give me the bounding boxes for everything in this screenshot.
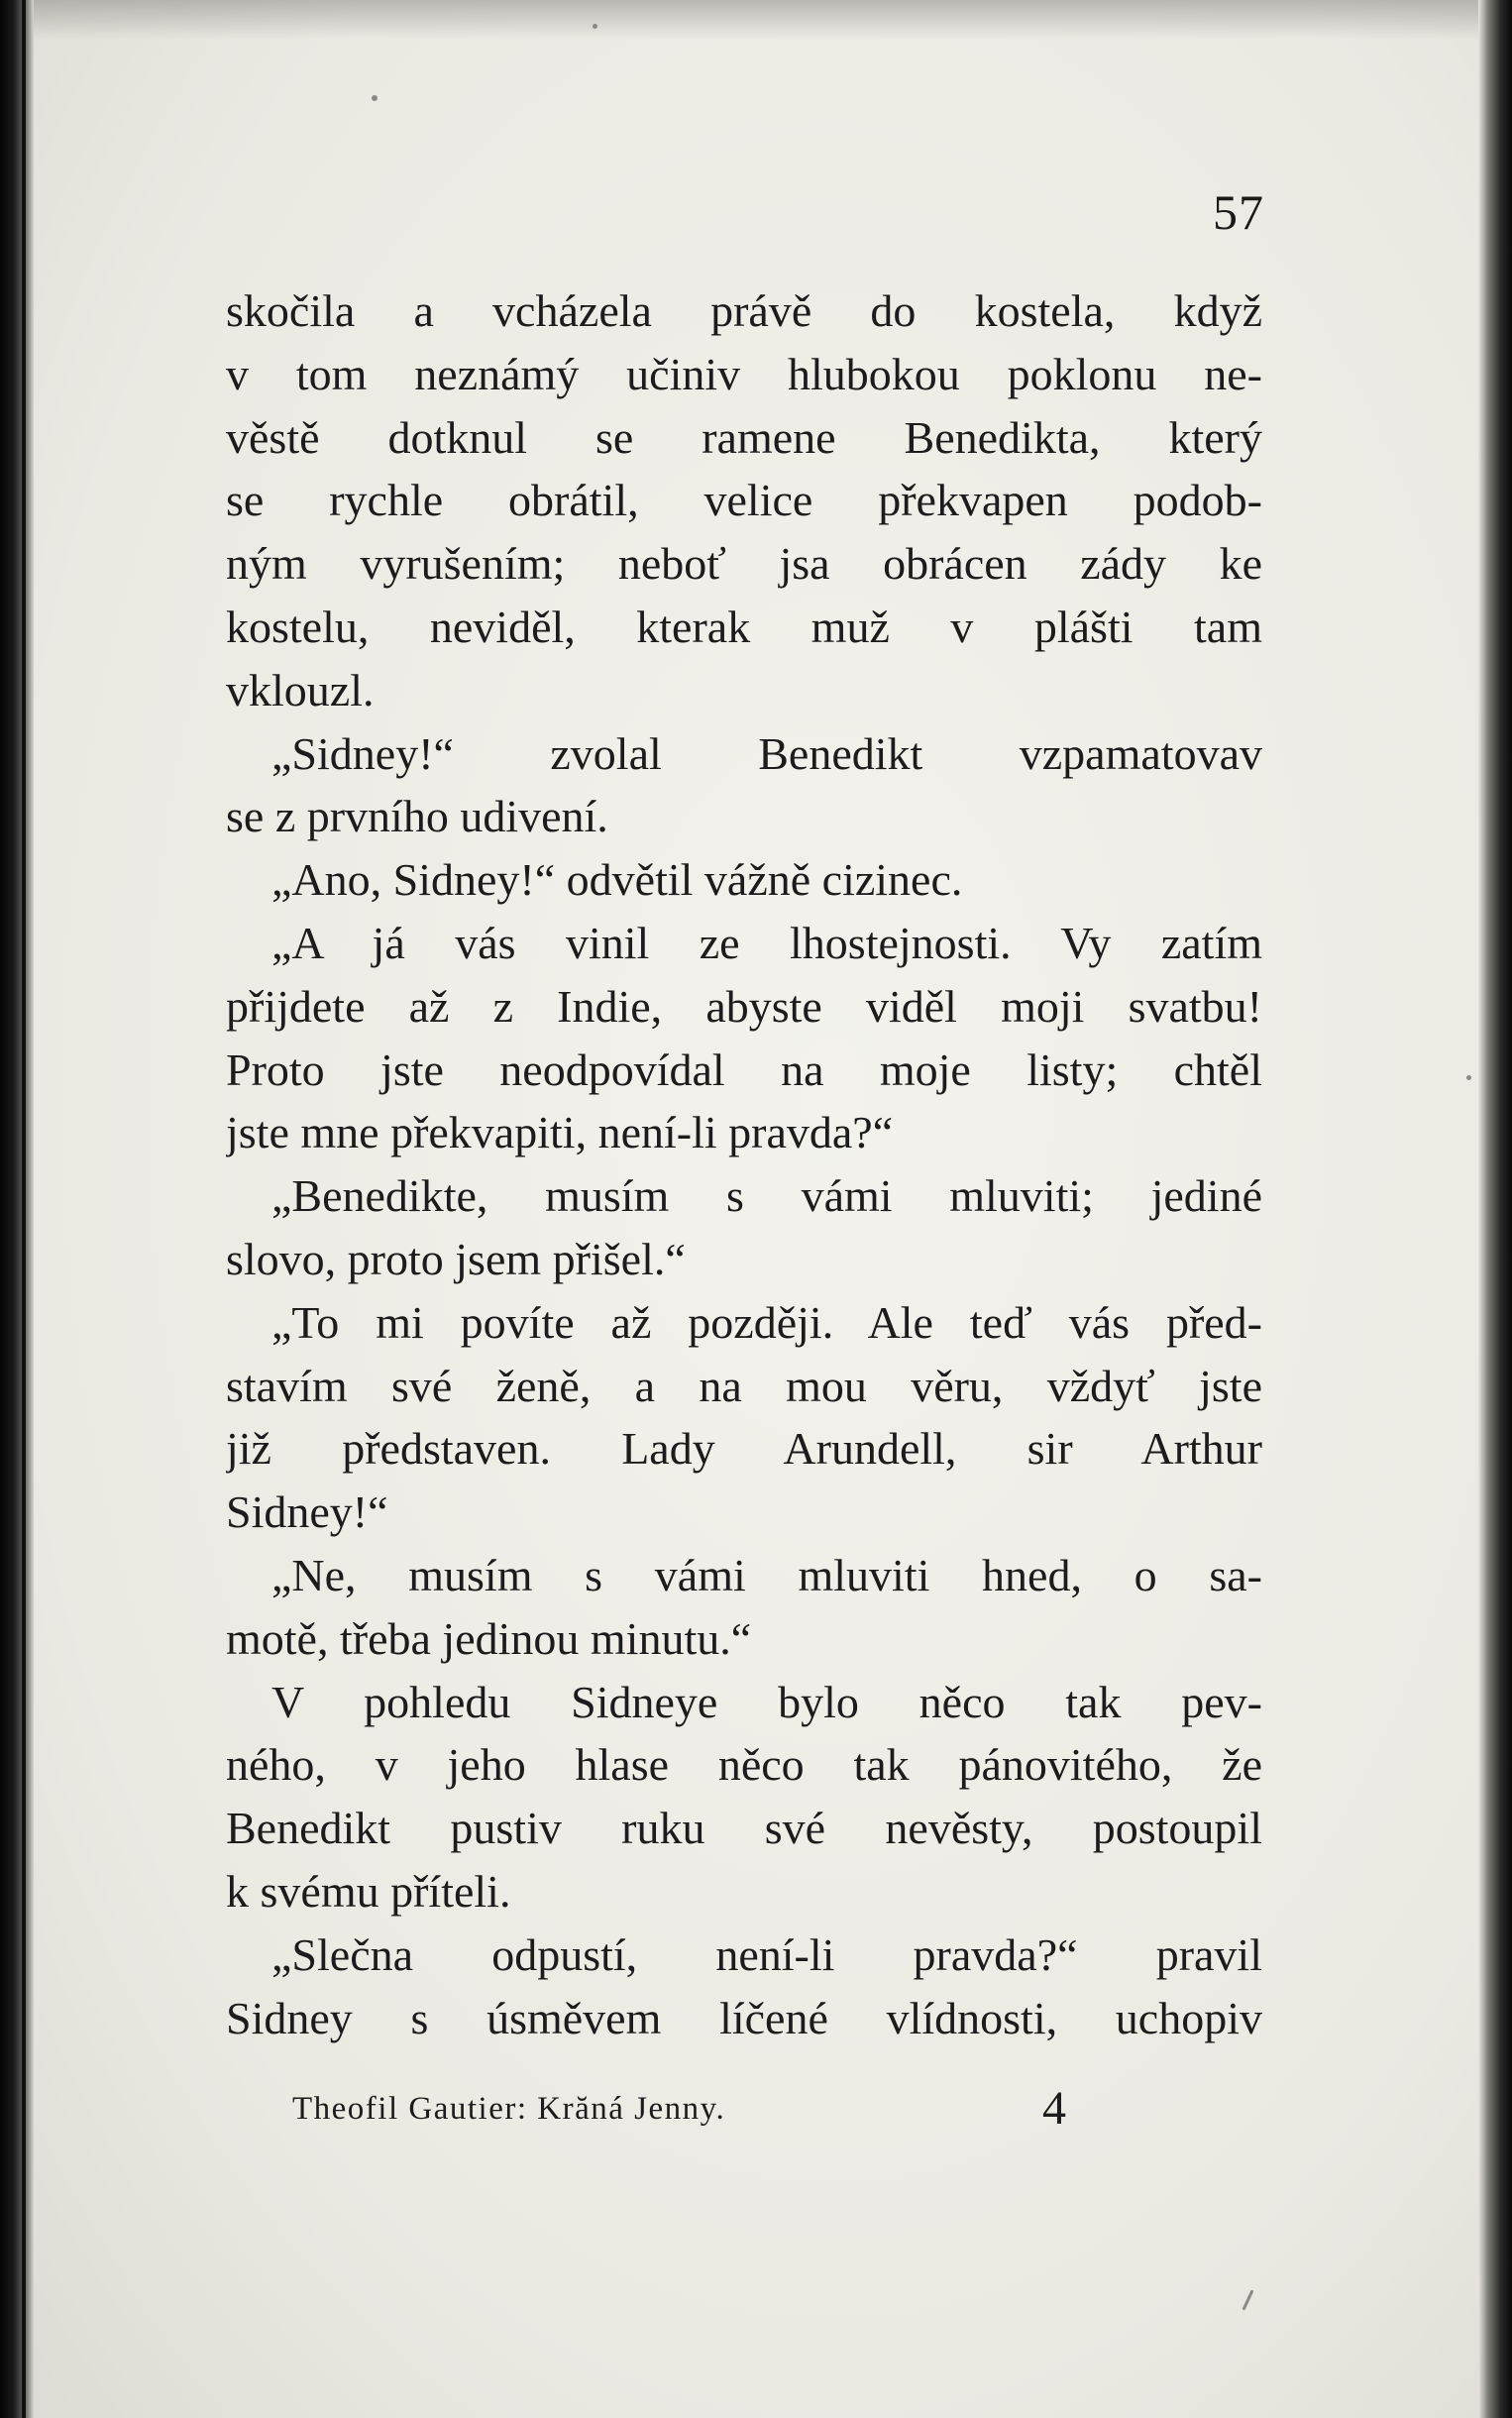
right-scan-edge xyxy=(1478,0,1512,2418)
text-line: k svému příteli. xyxy=(226,1865,511,1917)
text-line: V pohledu Sidneye bylo něco tak pev- xyxy=(271,1676,1262,1727)
text-line: se z prvního udivení. xyxy=(226,791,608,842)
text-line: „Benedikte, musím s vámi mluviti; jediné xyxy=(271,1170,1262,1222)
text-line: slovo, proto jsem přišel.“ xyxy=(226,1233,686,1284)
text-line: v tom neznámý učiniv hlubokou poklonu ne- xyxy=(226,348,1262,399)
text-line: kostelu, neviděl, kterak muž v plášti tam xyxy=(226,601,1262,652)
text-line: jste mne překvapiti, není-li pravda?“ xyxy=(226,1107,894,1158)
text-line: „A já vás vinil ze lhostejnosti. Vy zatím xyxy=(271,917,1262,968)
left-binding-line xyxy=(22,0,26,2418)
text-line: přijdete až z Indie, abyste viděl moji svatbu! xyxy=(226,980,1262,1032)
paper-speck xyxy=(593,24,597,29)
text-line: se rychle obrátil, velice překvapen podob- xyxy=(226,475,1262,526)
text-line: již představen. Lady Arundell, sir Arthur xyxy=(226,1423,1262,1475)
text-line: stavím své ženě, a na mou věru, vždyť jste xyxy=(226,1360,1262,1411)
text-line: ného, v jeho hlase něco tak pánovitého, že xyxy=(226,1739,1262,1791)
text-line: Benedikt pustiv ruku své nevěsty, postoupil xyxy=(226,1803,1262,1854)
paper-speck xyxy=(372,95,378,101)
text-line: „To mi povíte až později. Ale teď vás před- xyxy=(271,1296,1262,1348)
page-number: 57 xyxy=(1213,184,1264,240)
left-scan-edge xyxy=(0,0,34,2418)
paper-speck xyxy=(1466,1075,1471,1080)
text-line: Sidney!“ xyxy=(226,1486,388,1538)
text-line: Proto jste neodpovídal na moje listy; chtěl xyxy=(226,1044,1262,1095)
text-line: skočila a vcházela právě do kostela, když xyxy=(226,285,1262,336)
text-line: vklouzl. xyxy=(226,664,375,715)
text-line: Sidney s úsměvem líčené vlídnosti, uchopiv xyxy=(226,1992,1262,2043)
footer-title: Theofil Gautier: Krăná Jenny. xyxy=(292,2091,726,2127)
text-line: „Ano, Sidney!“ odvětil vážně cizinec. xyxy=(271,854,963,906)
text-line: ným vyrušením; neboť jsa obrácen zády ke xyxy=(226,538,1262,590)
body-text xyxy=(226,279,1262,2049)
text-line: motě, třeba jedinou minutu.“ xyxy=(226,1612,752,1664)
text-line: „Sidney!“ zvolal Benedikt vzpamatovav xyxy=(271,727,1262,779)
signature-mark: 4 xyxy=(1042,2082,1066,2135)
paper-speck xyxy=(1242,2289,1253,2310)
top-shadow xyxy=(0,0,1512,40)
text-line: „Slečna odpustí, není-li pravda?“ pravil xyxy=(271,1928,1262,1980)
text-line: věstě dotknul se ramene Benedikta, který xyxy=(226,411,1262,463)
text-line: „Ne, musím s vámi mluviti hned, o sa- xyxy=(271,1549,1262,1600)
